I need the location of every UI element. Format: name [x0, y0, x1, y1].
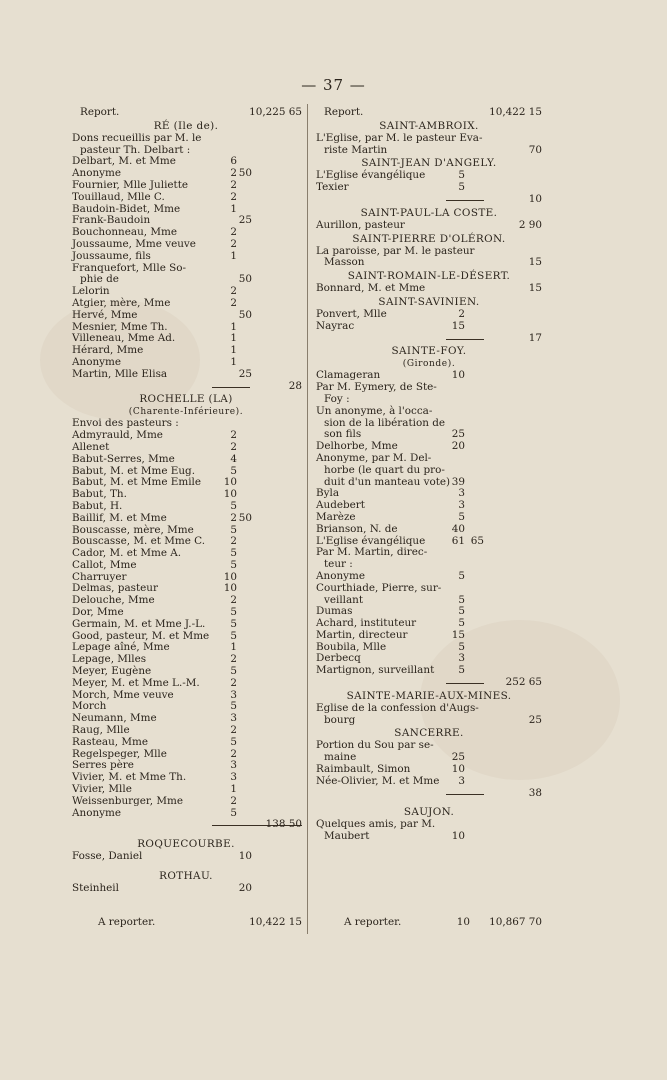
- entry-francs: 20: [451, 440, 465, 453]
- entry-text: riste Martin: [324, 143, 388, 156]
- entry-row: [316, 220, 542, 232]
- entry-text: Un anonyme, à l'occa-: [316, 404, 433, 417]
- entry-text: Regelspeger, Mlle: [72, 747, 167, 760]
- entry-row: [72, 251, 300, 263]
- section-subheading: (Charente-Inférieure).: [128, 407, 244, 418]
- entry-text: Joussaume, Mme veuve: [72, 237, 196, 250]
- entry-row: [316, 583, 542, 595]
- entry-francs: 5: [458, 640, 465, 653]
- entry-text: Anonyme: [72, 167, 122, 180]
- entry-total: 15: [528, 256, 542, 269]
- entry-row: [72, 310, 300, 322]
- entry-francs: 15: [451, 628, 465, 641]
- entry-text: Fosse, Daniel: [72, 850, 143, 863]
- entry-francs: 5: [230, 499, 237, 512]
- entry-text: Marèze: [316, 510, 356, 523]
- entry-francs: 4: [230, 452, 237, 465]
- entry-centimes: 50: [238, 273, 252, 286]
- entry-francs: 2: [230, 440, 237, 453]
- entry-francs: 25: [451, 751, 465, 764]
- entry-text: Babut, M. et Mme Emile: [72, 476, 202, 489]
- entry-francs: 3: [458, 652, 465, 665]
- entry-francs: 2: [230, 429, 237, 442]
- entry-francs: 2: [230, 296, 237, 309]
- subtotal-amount: 38: [528, 786, 542, 799]
- entry-francs: 1: [230, 783, 237, 796]
- entry-text: Morch, Mme veuve: [72, 688, 174, 701]
- entry-text: Bonnard, M. et Mme: [316, 282, 426, 295]
- entry-text: Atgier, mère, Mme: [72, 296, 171, 309]
- entry-row: [72, 454, 300, 466]
- entry-francs: 5: [230, 617, 237, 630]
- entry-francs: 1: [230, 332, 237, 345]
- entry-row: [72, 298, 300, 310]
- entry-francs: 10: [223, 476, 237, 489]
- entry-francs: 1: [230, 202, 237, 215]
- entry-francs: 5: [230, 558, 237, 571]
- entry-text: Audebert: [316, 499, 365, 512]
- entry-row: [316, 477, 542, 489]
- entry-total: 25: [528, 713, 542, 726]
- entry-text: Serres père: [72, 759, 134, 772]
- entry-row: [72, 690, 300, 702]
- entry-francs: 1: [230, 641, 237, 654]
- entry-francs: 10: [223, 570, 237, 583]
- entry-row: [72, 107, 300, 119]
- entry-francs: 10: [223, 582, 237, 595]
- entry-francs: 2: [230, 594, 237, 607]
- entry-row: [316, 133, 542, 145]
- entry-text: Brianson, N. de: [316, 522, 398, 535]
- entry-row: [316, 107, 542, 119]
- entry-text: Aurillon, pasteur: [316, 218, 405, 231]
- subtotal-row: [316, 333, 542, 345]
- section-heading: ROTHAU.: [159, 870, 213, 883]
- entry-francs: 40: [451, 522, 465, 535]
- entry-text: Achard, instituteur: [316, 617, 417, 630]
- entry-text: Delmas, pasteur: [72, 582, 158, 595]
- entry-text: Germain, M. et Mme J.-L.: [72, 617, 206, 630]
- entry-francs: 5: [458, 181, 465, 194]
- entry-francs: 2: [230, 724, 237, 737]
- entry-centimes: 25: [238, 214, 252, 227]
- entry-text: Bouchonneau, Mme: [72, 226, 178, 239]
- entry-francs: 5: [458, 664, 465, 677]
- subtotal-amount: 138 50: [265, 818, 302, 831]
- entry-text: Rasteau, Mme: [72, 735, 149, 748]
- entry-text: Villeneau, Mme Ad.: [72, 332, 176, 345]
- entry-row: [72, 369, 300, 381]
- entry-text: son fils: [324, 428, 362, 441]
- entry-row: [72, 851, 300, 863]
- entry-text: Delbart, M. et Mme: [72, 155, 176, 168]
- entry-francs: 2: [230, 237, 237, 250]
- entry-text: Baillif, M. et Mme: [72, 511, 167, 524]
- entry-francs: 3: [230, 688, 237, 701]
- entry-row: [316, 831, 542, 843]
- entry-row: [316, 321, 542, 333]
- entry-francs: 3: [230, 759, 237, 772]
- section-heading: ROCHELLE (LA): [139, 393, 233, 406]
- entry-text: Quelques amis, par M.: [316, 818, 436, 831]
- entry-text: Babut-Serres, Mme: [72, 452, 175, 465]
- entry-text: Boubila, Mlle: [316, 640, 387, 653]
- section-heading: SAINT-AMBROIX.: [379, 119, 479, 132]
- entry-row: [316, 571, 542, 583]
- subtotal-amount: 10: [528, 192, 542, 205]
- subtotal-amount: 28: [288, 379, 302, 392]
- entry-text: Allenet: [72, 440, 110, 453]
- entry-francs: 6: [230, 155, 237, 168]
- entry-row: [316, 394, 542, 406]
- entry-francs: 15: [451, 319, 465, 332]
- entry-text: Cador, M. et Mme A.: [72, 547, 182, 560]
- entry-text: Hérard, Mme: [72, 344, 144, 357]
- entry-francs: 10: [223, 488, 237, 501]
- entry-text: Joussaume, fils: [72, 249, 151, 262]
- entry-row: [72, 560, 300, 572]
- subtotal-row: [316, 677, 542, 689]
- entry-text: Lepage, Mlles: [72, 653, 147, 666]
- entry-row: [72, 239, 300, 251]
- section-heading: ROQUECOURBE.: [137, 838, 235, 851]
- entry-text: Charruyer: [72, 570, 127, 583]
- entry-francs: 1: [230, 320, 237, 333]
- entry-text: Anonyme: [316, 569, 366, 582]
- entry-text: sion de la libération de: [324, 416, 445, 429]
- entry-text: Foy :: [324, 392, 350, 405]
- entry-text: Martin, directeur: [316, 628, 408, 641]
- entry-francs: 1: [230, 249, 237, 262]
- entry-francs: 1: [230, 344, 237, 357]
- entry-francs: 5: [458, 617, 465, 630]
- entry-francs: 5: [230, 523, 237, 536]
- entry-row: [72, 678, 300, 690]
- entry-text: Portion du Sou par se-: [316, 739, 434, 752]
- entry-row: [316, 283, 542, 295]
- subtotal-amount: 17: [528, 331, 542, 344]
- page-number: — 37 —: [301, 76, 366, 94]
- entry-row: [72, 133, 300, 145]
- entry-francs: 3: [458, 774, 465, 787]
- entry-text: Ponvert, Mlle: [316, 307, 387, 320]
- carry-forward-label: A reporter.: [344, 916, 402, 928]
- entry-text: phie de: [80, 273, 119, 286]
- entry-text: Raug, Mlle: [72, 724, 130, 737]
- entry-francs: 5: [230, 464, 237, 477]
- entry-text: Meyer, Eugène: [72, 665, 152, 678]
- section-heading: SAINTE-MARIE-AUX-MINES.: [346, 689, 512, 702]
- entry-text: Raimbault, Simon: [316, 763, 411, 776]
- entry-francs: 3: [230, 771, 237, 784]
- entry-francs: 61: [451, 534, 465, 547]
- entry-text: Maubert: [324, 830, 370, 843]
- entry-text: Franquefort, Mlle So-: [72, 261, 187, 274]
- entry-francs: 39: [451, 475, 465, 488]
- entry-text: Courthiade, Pierre, sur-: [316, 581, 442, 594]
- entry-text: Report.: [324, 106, 364, 118]
- entry-text: Texier: [316, 181, 349, 194]
- entry-text: teur :: [324, 558, 353, 571]
- entry-text: Fournier, Mlle Juliette: [72, 178, 189, 191]
- entry-total: 10,225 65: [249, 106, 302, 118]
- entry-text: Par M. Eymery, de Ste-: [316, 381, 437, 394]
- section-heading: RÉ (Ile de).: [153, 119, 219, 132]
- entry-francs: 2: [230, 535, 237, 548]
- entry-text: Eglise de la confession d'Augs-: [316, 701, 479, 714]
- entry-francs: 2: [230, 178, 237, 191]
- entry-text: horbe (le quart du pro-: [324, 463, 445, 476]
- entry-text: Derbecq: [316, 652, 361, 665]
- entry-text: Babut, Th.: [72, 488, 127, 501]
- section-heading: SAINT-SAVINIEN.: [378, 295, 480, 308]
- entry-text: Anonyme: [72, 355, 122, 368]
- subtotal-row: [72, 819, 300, 831]
- entry-centimes: 10: [238, 850, 252, 863]
- entry-francs: 2: [230, 676, 237, 689]
- left-column: [72, 107, 300, 895]
- entry-text: Mesnier, Mme Th.: [72, 320, 168, 333]
- entry-text: Envoi des pasteurs :: [72, 417, 179, 430]
- section-heading: SAUJON.: [403, 806, 455, 819]
- entry-francs: 5: [458, 569, 465, 582]
- entry-text: Neumann, Mme: [72, 712, 157, 725]
- section-heading: SAINT-PIERRE D'OLÉRON.: [352, 232, 506, 245]
- entry-row: [316, 406, 542, 418]
- entry-francs: 2: [230, 747, 237, 760]
- entry-row: [316, 453, 542, 465]
- entry-francs: 2: [230, 511, 237, 524]
- section-heading: SAINT-PAUL-LA COSTE.: [360, 206, 498, 219]
- entry-text: Née-Olivier, M. et Mme: [316, 774, 440, 787]
- entry-row: [316, 145, 542, 157]
- entry-text: Byla: [316, 487, 340, 500]
- entry-row: [72, 501, 300, 513]
- entry-text: maine: [324, 751, 357, 764]
- entry-text: Dor, Mme: [72, 606, 124, 619]
- entry-francs: 2: [230, 190, 237, 203]
- entry-text: Baudoin-Bidet, Mme: [72, 202, 181, 215]
- entry-francs: 2: [230, 167, 237, 180]
- carry-forward-total: 10,867 70: [489, 916, 542, 928]
- entry-francs: 10: [451, 830, 465, 843]
- entry-centimes: 65: [470, 534, 484, 547]
- entry-francs: 5: [230, 806, 237, 819]
- entry-text: Report.: [80, 106, 120, 118]
- entry-row: [72, 192, 300, 204]
- entry-francs: 5: [230, 547, 237, 560]
- entry-text: Vivier, Mlle: [72, 783, 132, 796]
- entry-row: [316, 182, 542, 194]
- entry-text: La paroisse, par M. le pasteur: [316, 244, 475, 257]
- entry-francs: 25: [451, 428, 465, 441]
- entry-text: Anonyme: [72, 806, 122, 819]
- column-divider: [307, 104, 308, 934]
- entry-text: Meyer, M. et Mme L.-M.: [72, 676, 200, 689]
- section-heading: SANCERRE.: [394, 727, 464, 740]
- entry-text: L'Eglise évangélique: [316, 534, 426, 547]
- section-heading: SAINT-JEAN D'ANGELY.: [361, 157, 497, 170]
- entry-francs: 2: [458, 307, 465, 320]
- entry-francs: 5: [458, 510, 465, 523]
- entry-text: Delhorbe, Mme: [316, 440, 398, 453]
- entry-centimes: 20: [238, 882, 252, 895]
- entry-text: Admyrauld, Mme: [72, 429, 163, 442]
- entry-francs: 5: [458, 593, 465, 606]
- section-subheading: (Gironde).: [402, 359, 456, 370]
- entry-francs: 2: [230, 653, 237, 666]
- entry-text: Delouche, Mme: [72, 594, 155, 607]
- entry-text: Good, pasteur, M. et Mme: [72, 629, 210, 642]
- entry-francs: 5: [230, 629, 237, 642]
- section-heading: SAINTE-FOY.: [391, 345, 467, 358]
- entry-text: Martignon, surveillant: [316, 664, 435, 677]
- entry-francs: 3: [458, 487, 465, 500]
- entry-text: duit d'un manteau vote): [324, 475, 451, 488]
- entry-row: [316, 257, 542, 269]
- entry-row: [316, 703, 542, 715]
- entry-text: Touillaud, Mlle C.: [72, 190, 165, 203]
- entry-row: [316, 382, 542, 394]
- entry-text: Babut, M. et Mme Eug.: [72, 464, 196, 477]
- entry-text: Dons recueillis par M. le: [72, 131, 202, 144]
- entry-row: [72, 357, 300, 369]
- entry-text: Hervé, Mme: [72, 308, 138, 321]
- entry-centimes: 25: [238, 367, 252, 380]
- entry-text: Callot, Mme: [72, 558, 137, 571]
- entry-text: Par M. Martin, direc-: [316, 546, 428, 559]
- entry-francs: 10: [451, 763, 465, 776]
- entry-row: [72, 796, 300, 808]
- entry-francs: 1: [230, 355, 237, 368]
- entry-row: [72, 737, 300, 749]
- entry-francs: 3: [458, 499, 465, 512]
- entry-row: [316, 776, 542, 788]
- entry-francs: 2: [230, 285, 237, 298]
- entry-row: [72, 513, 300, 525]
- entry-text: L'Eglise évangélique: [316, 169, 426, 182]
- carry-forward-label: A reporter.: [98, 916, 156, 928]
- entry-text: Vivier, M. et Mme Th.: [72, 771, 187, 784]
- entry-text: Weissenburger, Mme: [72, 794, 183, 807]
- entry-text: Bouscasse, mère, Mme: [72, 523, 194, 536]
- entry-text: Steinheil: [72, 882, 119, 895]
- right-column: [316, 107, 542, 843]
- entry-text: Clamageran: [316, 369, 381, 382]
- entry-total: 15: [528, 282, 542, 295]
- entry-francs: 5: [230, 735, 237, 748]
- entry-row: [316, 630, 542, 642]
- entry-centimes: 50: [238, 511, 252, 524]
- subtotal-amount: 252 65: [505, 676, 542, 689]
- entry-francs: 2: [230, 794, 237, 807]
- entry-text: Babut, H.: [72, 499, 123, 512]
- entry-text: veillant: [324, 593, 364, 606]
- entry-francs: 5: [458, 169, 465, 182]
- entry-francs: 10: [451, 369, 465, 382]
- entry-text: Martin, Mlle Elisa: [72, 367, 168, 380]
- entry-centimes: 50: [238, 167, 252, 180]
- entry-row: [316, 715, 542, 727]
- entry-francs: 5: [230, 700, 237, 713]
- entry-text: Anonyme, par M. Del-: [316, 451, 432, 464]
- entry-text: Lepage aîné, Mme: [72, 641, 170, 654]
- entry-total: 10,422 15: [489, 106, 542, 118]
- entry-total: 70: [528, 143, 542, 156]
- entry-row: [316, 309, 542, 321]
- entry-row: [316, 524, 542, 536]
- entry-text: Masson: [324, 256, 365, 269]
- subtotal-row: [72, 381, 300, 393]
- entry-row: [72, 619, 300, 631]
- entry-francs: 5: [230, 606, 237, 619]
- entry-row: [316, 512, 542, 524]
- entry-text: bourg: [324, 713, 356, 726]
- entry-text: Frank-Baudoin: [72, 214, 151, 227]
- entry-row: [316, 465, 542, 477]
- subtotal-row: [316, 788, 542, 800]
- entry-francs: 5: [230, 665, 237, 678]
- entry-francs: 2: [230, 226, 237, 239]
- entry-text: pasteur Th. Delbart :: [80, 143, 191, 156]
- subtotal-row: [316, 194, 542, 206]
- entry-francs: 5: [458, 605, 465, 618]
- carry-forward-amount: 10: [456, 916, 470, 928]
- entry-text: Nayrac: [316, 319, 355, 332]
- entry-row: [72, 442, 300, 454]
- entry-text: Bouscasse, M. et Mme C.: [72, 535, 206, 548]
- carry-forward-total: 10,422 15: [249, 916, 302, 928]
- entry-text: Morch: [72, 700, 107, 713]
- entry-francs: 3: [230, 712, 237, 725]
- entry-centimes: 50: [238, 308, 252, 321]
- entry-row: [316, 170, 542, 182]
- entry-row: [72, 883, 300, 895]
- section-heading: SAINT-ROMAIN-LE-DÉSERT.: [347, 270, 511, 283]
- entry-text: Dumas: [316, 605, 353, 618]
- entry-text: Lelorin: [72, 285, 110, 298]
- entry-row: [72, 180, 300, 192]
- entry-total: 2 90: [518, 218, 542, 231]
- entry-text: L'Eglise, par M. le pasteur Eva-: [316, 131, 483, 144]
